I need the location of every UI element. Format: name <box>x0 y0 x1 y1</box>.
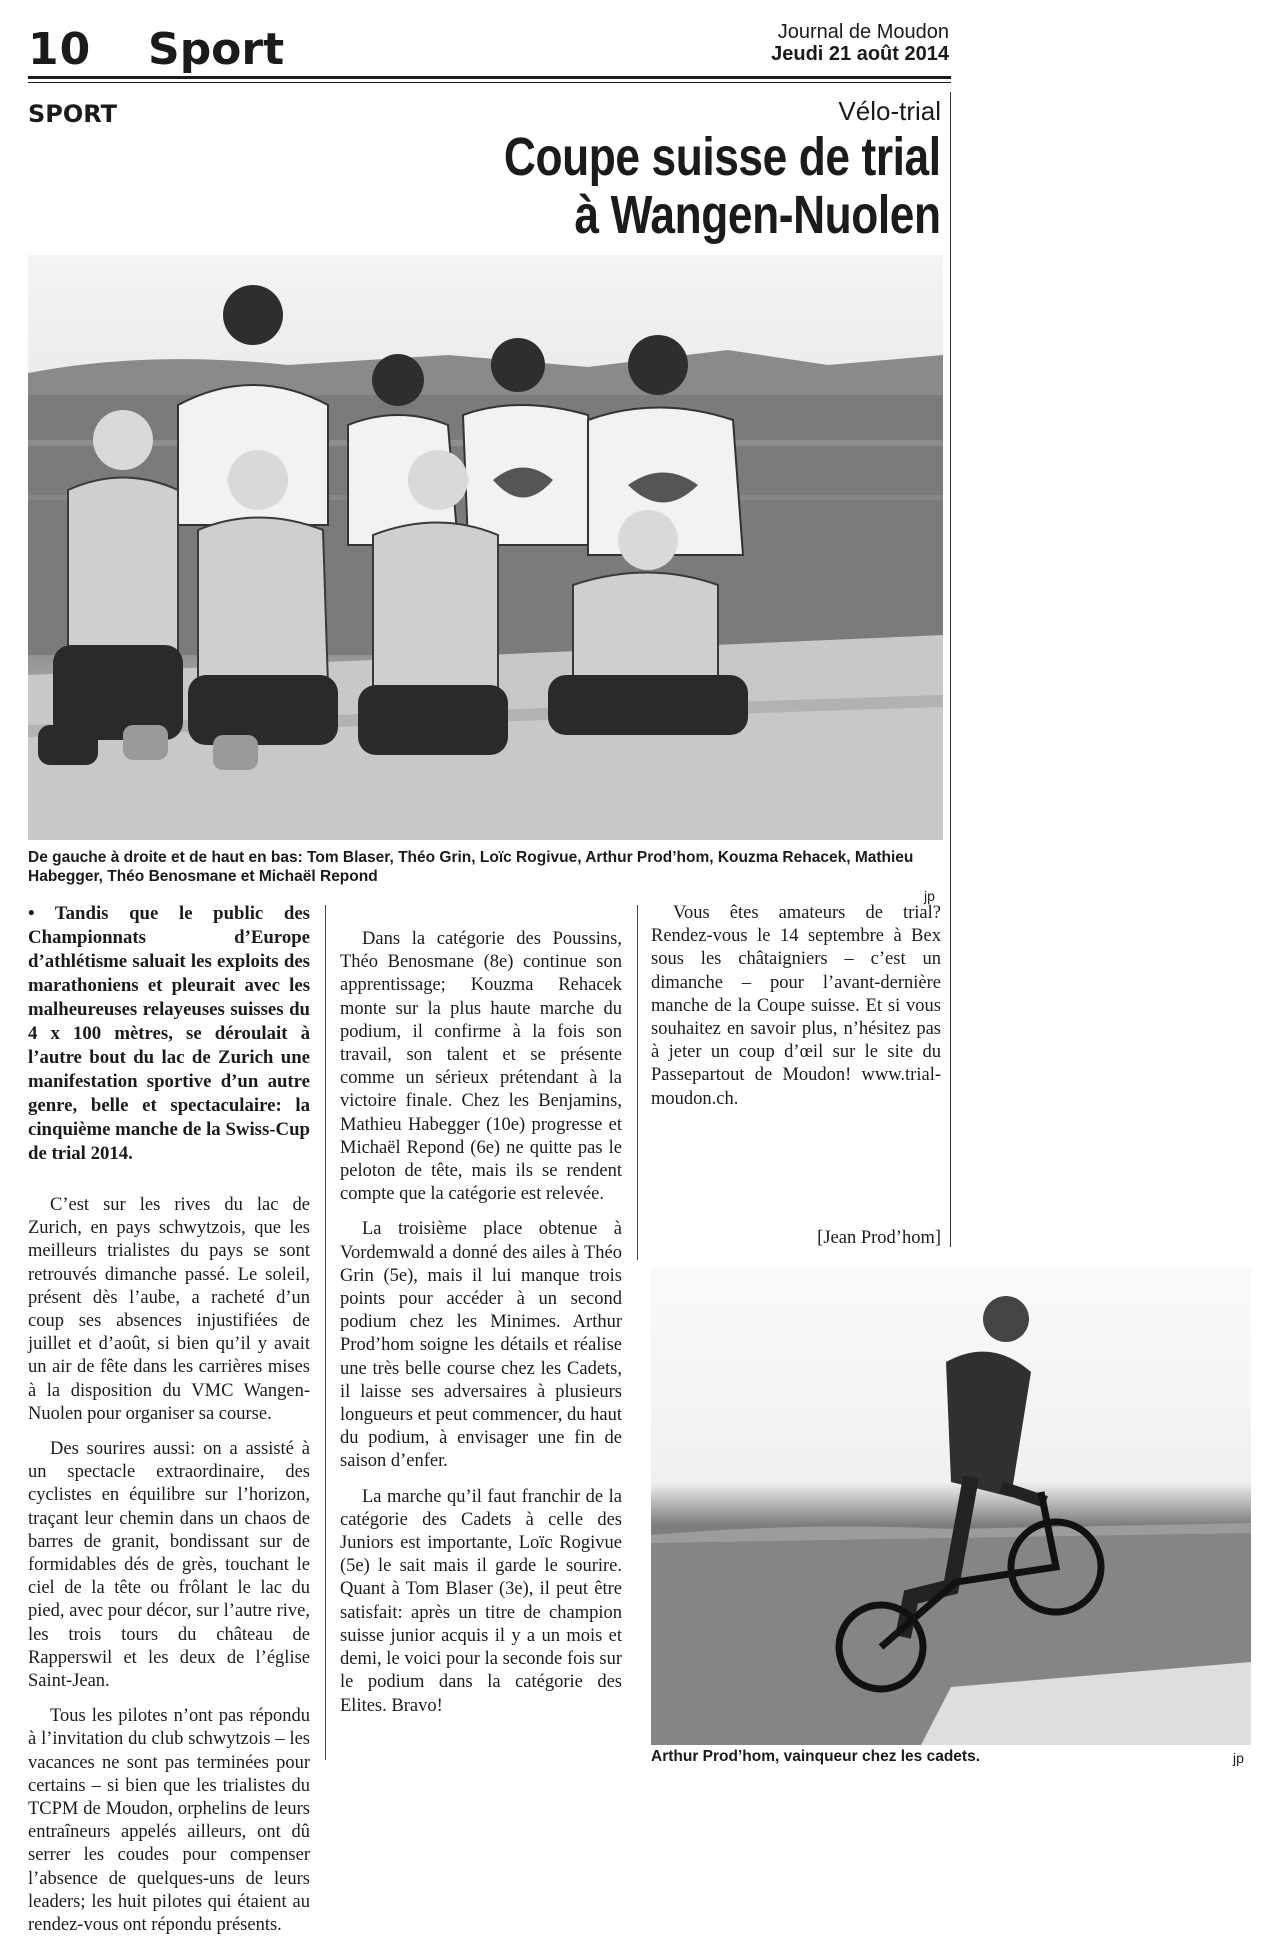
newspaper-name: Journal de Moudon <box>777 21 949 43</box>
group-photo-credit: jp <box>924 888 935 904</box>
article-lead: • Tandis que le public des Championnats d’Europe d’athlétisme saluait les exploits des marathoniens et pleurait avec les malheureuses relayeuses suisses du 4 x 100 mètres, se déroulait à l’autre bout du lac de Zurich une manifestation sportive d’un autre genre, belle et spectaculaire: la cinquième manche de la Swiss-Cup de trial 2014. <box>28 903 310 1164</box>
column-divider-right <box>950 92 951 1247</box>
header-rule <box>28 76 951 79</box>
header-rule-thin <box>28 82 951 83</box>
rider-photo-caption: Arthur Prod’hom, vainqueur chez les cadets. <box>651 1748 981 1765</box>
section-label: SPORT <box>28 100 118 128</box>
article-paragraph: Vous êtes amateurs de trial? Rendez-vous le 14 septembre à Bex sous les châtaigniers – c’est un dimanche – pour l’avant-dernière manche de la Coupe suisse. Et si vous souhaitez en savoir plus, n’hésitez pas à jeter un coup d’œil sur le site du Passepartout de Moudon! www.trial-moudon.ch. <box>651 903 941 1109</box>
rider-photo-illustration <box>651 1267 1251 1745</box>
article-column-1 <box>28 902 310 1949</box>
article-paragraph: C’est sur les rives du lac de Zurich, en pays schwytzois, que les meilleurs trialistes du pays se sont retrouvés dimanche passé. Le soleil, présent dès l’aube, a racheté d’un coup ses absences injustifiées de juillet et d’août, si bien qu’il y avait un air de fête dans les carrières mises à la disposition du VMC Wangen-Nuolen pour organiser sa course. <box>28 1195 310 1424</box>
article-signature: [Jean Prod’hom] <box>817 1228 941 1248</box>
rubric-title: Sport <box>148 24 285 75</box>
headline <box>504 128 941 244</box>
rider-photo-credit: jp <box>1233 1750 1244 1766</box>
issue-date: Jeudi 21 août 2014 <box>771 43 949 65</box>
kicker: Vélo-trial <box>838 96 941 126</box>
rider-photo <box>651 1267 1251 1745</box>
article-column-3 <box>651 902 941 1123</box>
headline-line-1: Coupe suisse de trial <box>504 127 941 187</box>
group-photo-caption: De gauche à droite et de haut en bas: Tom Blaser, Théo Grin, Loïc Rogivue, Arthur Prod’hom, Kouzma Rehacek, Mathieu Habegger, Théo Benosmane et Michaël Repond <box>28 849 914 885</box>
column-divider-2 <box>637 905 638 1260</box>
group-photo-illustration <box>28 255 943 840</box>
article-paragraph: La marche qu’il faut franchir de la catégorie des Cadets à celle des Juniors est importante, Loïc Rogivue (5e) le sait mais il garde le sourire. Quant à Tom Blaser (3e), il peut être satisfait: après un titre de champion suisse junior acquis il y a un mois et demi, le voici pour la seconde fois sur le podium dans la catégorie des Elites. Bravo! <box>340 1486 622 1716</box>
group-photo <box>28 255 943 840</box>
article-paragraph: Tous les pilotes n’ont pas répondu à l’invitation du club schwytzois – les vacances ne sont pas terminées pour certains – si bien que les trialistes du TCPM de Moudon, orphelins de leurs entraîneurs appelés ailleurs, ont dû serrer les coudes pour compenser l’absence de quelques-uns de leurs leaders; les huit pilotes qui étaient au rendez-vous ont répondu présents. <box>28 1706 310 1936</box>
headline-line-2: à Wangen-Nuolen <box>574 185 941 245</box>
article-column-2 <box>340 928 622 1730</box>
article-paragraph: La troisième place obtenue à Vordemwald a donné des ailes à Théo Grin (5e), mais il lui manque trois points pour accéder à un second podium chez les Minimes. Arthur Prod’hom soigne les détails et réalise une très belle course chez les Cadets, il laisse ses adversaires à plusieurs longueurs et peut commencer, du haut du podium, à envisager une fin de saison d’enfer. <box>340 1219 622 1472</box>
article-paragraph: Dans la catégorie des Poussins, Théo Benosmane (8e) continue son apprentissage; Kouzma Rehacek monte sur la plus haute marche du podium, il confirme à la fois son travail, son talent et se présente comme un sérieux prétendant à la victoire finale. Chez les Benjamins, Mathieu Habegger (10e) progresse et Michaël Repond (6e) ne quitte pas le peloton de tête, mais ils se rendent compte que la catégorie est relevée. <box>340 929 622 1205</box>
column-divider-1 <box>325 905 326 1760</box>
article-paragraph: Des sourires aussi: on a assisté à un spectacle extraordinaire, des cyclistes en équilibre sur l’horizon, traçant leur chemin dans un chaos de barres de granit, bondissant sur de formidables dés de grès, touchant le ciel de la tête ou frôlant le lac du pied, avec pour décor, sur l’autre rive, les trois tours du château de Rapperswil et les deux de l’église Saint-Jean. <box>28 1439 310 1692</box>
page-number: 10 <box>28 24 92 75</box>
